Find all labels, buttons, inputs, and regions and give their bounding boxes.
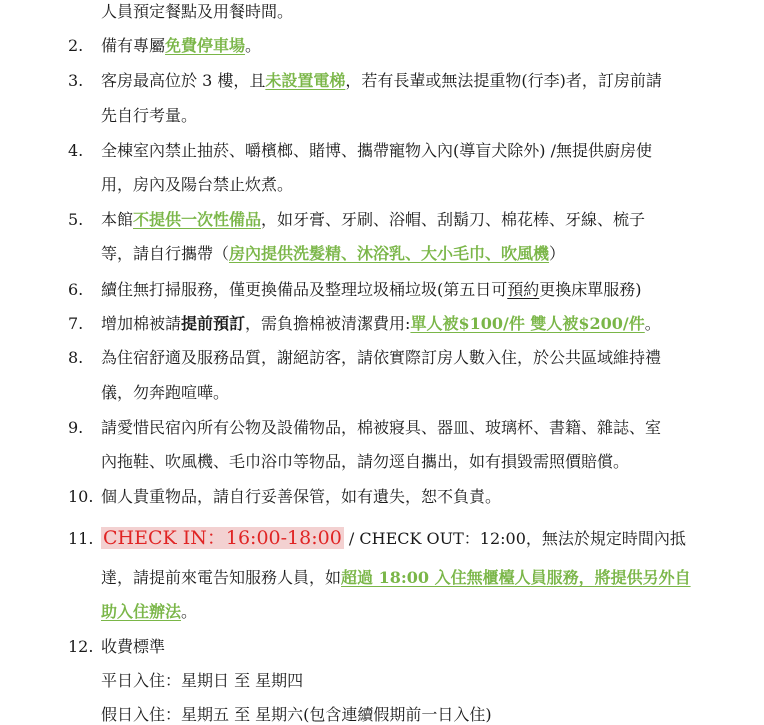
item-number: 6. — [68, 280, 84, 299]
highlight-text: 不提供一次性備品 — [133, 210, 262, 229]
underlined-text: 預約 — [507, 280, 540, 299]
highlight-text: 超過 18:00 入住無櫃檯人員服務，將提供另外自 — [341, 568, 691, 587]
rule-item-11-line-2 — [101, 568, 691, 588]
rule-text: 更換床單服務) — [539, 280, 642, 299]
rule-item-10: 個人貴重物品，請自行妥善保管，如有遺失，恕不負責。 — [101, 487, 502, 506]
item-number: 4. — [68, 141, 84, 160]
rule-text: 備有專屬 — [101, 36, 166, 55]
bold-text: 提前預訂 — [181, 314, 246, 333]
rule-item-8-line-2: 儀，勿奔跑喧嘩。 — [101, 383, 230, 402]
item-number: 10. — [68, 487, 94, 506]
item-number: 9. — [68, 418, 84, 437]
rule-item-9: 請愛惜民宿內所有公物及設備物品，棉被寢具、器皿、玻璃杯、書籍、雜誌、室 — [101, 418, 662, 437]
item-number: 5. — [68, 210, 84, 229]
rule-text: 。 — [644, 314, 661, 333]
rule-item-3 — [101, 71, 662, 91]
rule-item-3-line-2: 先自行考量。 — [101, 106, 198, 125]
item-number: 3. — [68, 71, 84, 90]
rule-text: / CHECK OUT：12:00，無法於規定時間內抵 — [343, 529, 686, 548]
rule-item-5-line-2 — [101, 244, 565, 264]
rule-text: 本館 — [101, 210, 134, 229]
rule-text: ，如牙膏、牙刷、浴帽、刮鬍刀、棉花棒、牙線、梳子 — [261, 210, 646, 229]
item-number: 8. — [68, 348, 84, 367]
rule-text: 續住無打掃服務，僅更換備品及整理垃圾桶垃圾(第五日可 — [101, 280, 508, 299]
highlight-text: 未設置電梯 — [265, 71, 346, 90]
rule-text: 達，請提前來電告知服務人員，如 — [101, 568, 342, 587]
rule-item-11-line-3 — [101, 602, 197, 622]
highlight-text: 助入住辦法 — [101, 602, 182, 621]
rule-text: 。 — [245, 36, 262, 55]
highlight-text: 房內提供洗髮精、沐浴乳、大小毛巾、吹風機 — [229, 244, 550, 263]
rule-item-12: 收費標準 — [101, 637, 166, 656]
check-in-time-highlight: CHECK IN：16:00-18:00 — [103, 527, 342, 549]
item-number: 12. — [68, 637, 94, 656]
rule-item-4-line-2: 用，房內及陽台禁止炊煮。 — [101, 175, 294, 194]
rule-text: 增加棉被請 — [101, 314, 182, 333]
item-number: 7. — [68, 314, 84, 333]
rule-text: 等，請自行攜帶（ — [101, 244, 230, 263]
rule-text: ） — [549, 244, 566, 263]
rule-item-4: 全棟室內禁止抽菸、嚼檳榔、賭博、攜帶寵物入內(導盲犬除外) /無提供廚房使 — [101, 141, 652, 160]
intro-tail-text: 人員預定餐點及用餐時間。 — [101, 2, 294, 21]
weekend-pricing-line: 假日入住：星期五 至 星期六(包含連續假期前一日入住) — [101, 705, 492, 724]
weekday-pricing-line: 平日入住：星期日 至 星期四 — [101, 671, 304, 690]
rule-item-6 — [101, 280, 642, 300]
rule-text: 客房最高位於 3 樓，且 — [101, 71, 266, 90]
item-number: 2. — [68, 36, 84, 55]
highlight-text: 單人被$100/件 雙人被$200/件 — [410, 314, 645, 333]
rule-item-7 — [101, 314, 661, 334]
item-number: 11. — [68, 529, 94, 548]
rule-text: ，需負擔棉被清潔費用: — [245, 314, 411, 333]
rule-text: 。 — [181, 602, 198, 621]
rule-item-2 — [101, 36, 261, 56]
rule-text: ，若有長輩或無法提重物(行李)者，訂房前請 — [345, 71, 662, 90]
rule-item-8: 為住宿舒適及服務品質，謝絕訪客，請依實際訂房人數入住，於公共區域維持禮 — [101, 348, 662, 367]
highlight-text: 免費停車場 — [165, 36, 246, 55]
rule-item-11 — [101, 526, 686, 551]
rule-item-5 — [101, 210, 645, 230]
rule-item-9-line-2: 內拖鞋、吹風機、毛巾浴巾等物品，請勿逕自攜出，如有損毀需照價賠償。 — [101, 452, 630, 471]
